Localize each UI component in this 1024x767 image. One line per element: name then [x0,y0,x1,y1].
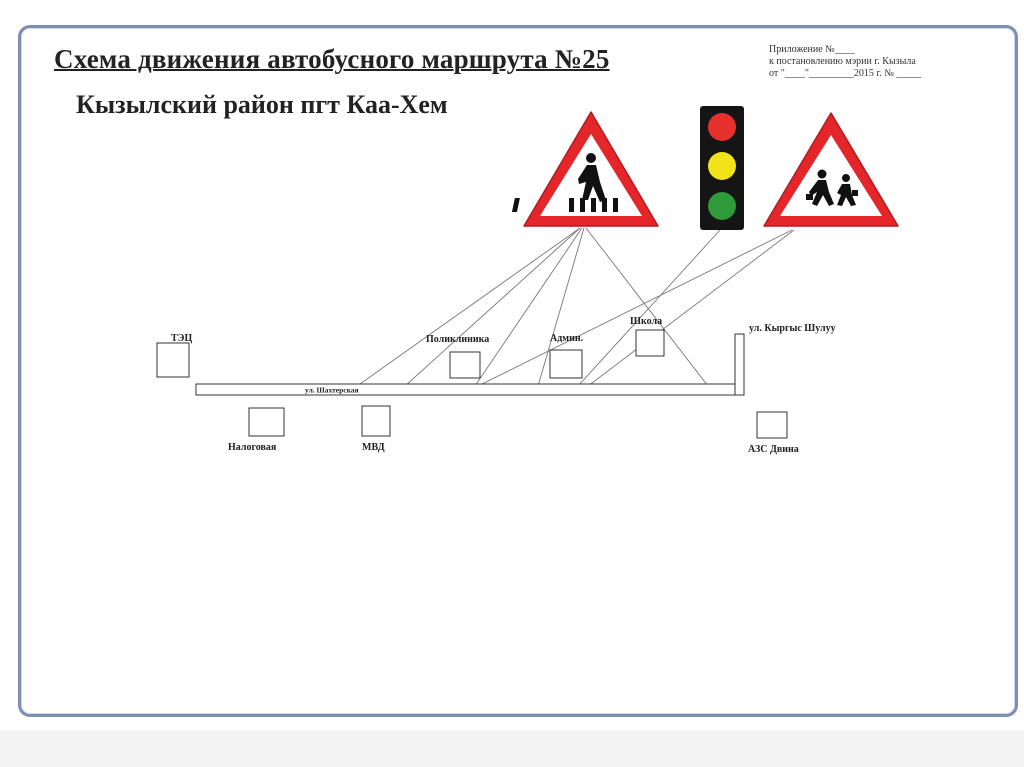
connector-line [586,228,708,386]
page-subtitle: Кызылский район пгт Каа-Хем [76,90,448,119]
building-admin [550,350,582,378]
building-label-school: Школа [630,316,663,327]
connector-line [578,230,720,386]
appendix-line-2: к постановлению мэрии г. Кызыла [769,56,916,67]
building-label-gas-station: АЗС Двина [748,444,799,455]
building-school [636,330,664,356]
traffic-light-yellow [708,152,736,180]
street-label-main: ул. Шахтерская [305,385,359,395]
building-polyclinic [450,352,480,378]
cross-road [735,334,744,395]
building-label-admin: Админ. [550,333,584,344]
children-crossing-sign-icon [764,113,898,226]
traffic-light-red [708,113,736,141]
building-label-tec: ТЭЦ [171,333,193,344]
building-label-tax: Налоговая [228,442,277,453]
appendix-line-1: Приложение №____ [769,44,855,55]
building-label-mvd: МВД [362,442,385,453]
traffic-light-icon [700,106,744,230]
street-label-cross: ул. Кыргыс Шулуу [749,323,836,334]
building-gas-station [757,412,787,438]
main-road [196,384,744,395]
building-mvd [362,406,390,436]
building-label-polyclinic: Поликлиника [426,334,490,345]
connector-line [588,230,794,386]
connector-line [478,230,792,386]
page-title: Схема движения автобусного маршрута №25 [54,44,610,74]
traffic-light-green [708,192,736,220]
appendix-line-3: от "____"_________2015 г. № _____ [769,68,922,79]
building-tec [157,343,189,377]
building-tax [249,408,284,436]
pedestrian-crossing-sign-icon [512,112,658,226]
